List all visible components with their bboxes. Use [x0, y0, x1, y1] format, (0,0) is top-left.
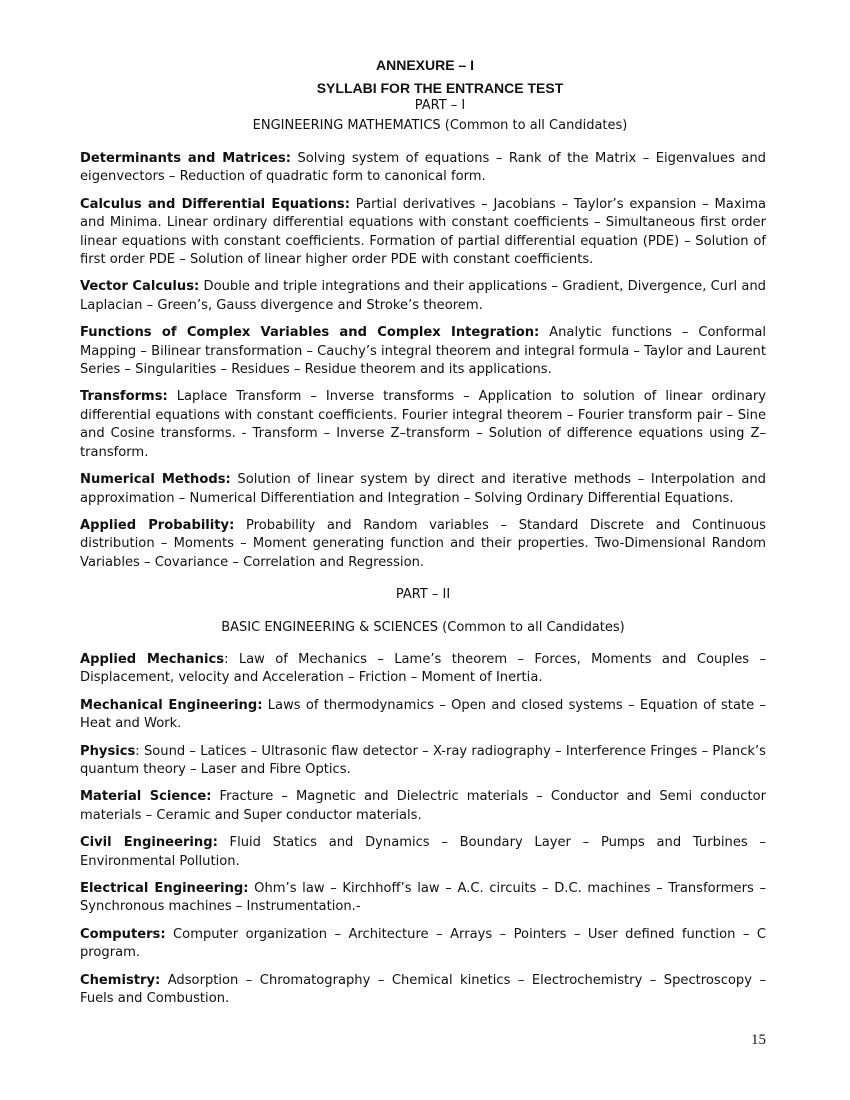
part2-topic-list	[80, 651, 766, 1009]
part2-heading: PART – II	[395, 587, 451, 603]
topic-text: Solving system of equations – Rank of the Matrix – Eigenvalues and eigenvectors – Reduction of quadratic form to canonical form.	[80, 151, 766, 185]
topic-paragraph	[80, 196, 766, 270]
topic-text: Laws of thermodynamics – Open and closed systems – Equation of state – Heat and Work.	[80, 697, 766, 732]
topic-paragraph	[80, 972, 766, 1009]
part1-heading: PART – I	[414, 98, 466, 113]
topic-paragraph	[80, 471, 766, 508]
topic-title: Vector Calculus:	[80, 279, 200, 295]
part1-subject-heading: ENGINEERING MATHEMATICS (Common to all Candidates)	[252, 118, 628, 133]
topic-text: Partial derivatives – Jacobians – Taylor’s expansion – Maxima and Minima. Linear ordinary differential equations with constant coefficients – Simultaneous first order linear equations with constant coefficients. Formation of partial differential equation (PDE) – Solution of first order PDE – Solution of linear higher order PDE with constant coefficients.	[80, 196, 766, 268]
topic-paragraph	[80, 788, 766, 825]
syllabi-heading: SYLLABI FOR THE ENTRANCE TEST	[316, 80, 564, 96]
topic-text: Laplace Transform – Inverse transforms – Application to solution of linear ordinary differential equations with constant coefficients. Fourier integral theorem – Fourier transform pair – Sine and Cosine transforms. - Transform – Inverse Z–transform – Solution of difference equations using Z– transform.	[80, 389, 766, 460]
topic-text: : Law of Mechanics – Lame’s theorem – Forces, Moments and Couples – Displacement, velocity and Acceleration – Friction – Moment of Inertia.	[80, 651, 766, 686]
topic-text: Computer organization – Architecture – Arrays – Pointers – User defined function – C program.	[80, 926, 766, 961]
topic-text: Adsorption – Chromatography – Chemical kinetics – Electrochemistry – Spectroscopy – Fuels and Combustion.	[80, 972, 766, 1007]
topic-text: Analytic functions – Conformal Mapping – Bilinear transformation – Cauchy’s integral theorem and integral formula – Taylor and Laurent Series – Singularities – Residues – Residue theorem and its applications.	[80, 325, 766, 378]
part2-subject-heading: BASIC ENGINEERING & SCIENCES (Common to all Candidates)	[221, 619, 625, 635]
topic-text: Fracture – Magnetic and Dielectric materials – Conductor and Semi conductor materials – Ceramic and Super conductor materials.	[80, 789, 766, 823]
topic-title: Material Science:	[80, 789, 212, 805]
topic-paragraph	[80, 517, 766, 572]
topic-title: Determinants and Matrices:	[80, 151, 291, 166]
topic-paragraph	[80, 150, 766, 187]
page-number: 15	[751, 1032, 766, 1048]
topic-paragraph	[80, 743, 766, 780]
topic-paragraph	[80, 278, 766, 315]
topic-text: Double and triple integrations and their applications – Gradient, Divergence, Curl and Laplacian – Green’s, Gauss divergence and Stroke’s theorem.	[80, 279, 766, 313]
topic-title: Transforms:	[80, 389, 168, 405]
topic-paragraph	[80, 651, 766, 688]
topic-paragraph	[80, 388, 766, 462]
topic-title: Numerical Methods:	[80, 472, 231, 488]
topic-paragraph	[80, 880, 766, 917]
topic-title: Electrical Engineering:	[80, 881, 249, 896]
topic-title: Physics	[80, 743, 136, 759]
part1-topic-list	[80, 150, 766, 572]
topic-title: Functions of Complex Variables and Complex Integration:	[80, 325, 540, 341]
topic-text: : Sound – Latices – Ultrasonic flaw detector – X-ray radiography – Interference Fringes – Planck’s quantum theory – Laser and Fibre Optics.	[80, 743, 766, 777]
topic-title: Civil Engineering:	[80, 835, 218, 851]
topic-paragraph	[80, 324, 766, 379]
topic-paragraph	[80, 697, 766, 734]
topic-title: Calculus and Differential Equations:	[80, 196, 350, 212]
topic-text: Probability and Random variables – Standard Discrete and Continuous distribution – Moments – Moment generating function and their properties. Two-Dimensional Random Variables – Covariance – Correlation and Regression.	[80, 517, 766, 570]
topic-title: Mechanical Engineering:	[80, 697, 263, 713]
topic-paragraph	[80, 834, 766, 871]
topic-title: Applied Probability:	[80, 517, 235, 533]
topic-text: Ohm’s law – Kirchhoff’s law – A.C. circuits – D.C. machines – Transformers – Synchronous machines – Instrumentation.-	[80, 881, 766, 915]
topic-title: Computers:	[80, 926, 166, 942]
topic-text: Fluid Statics and Dynamics – Boundary Layer – Pumps and Turbines – Environmental Pollution.	[80, 835, 766, 869]
topic-text: Solution of linear system by direct and iterative methods – Interpolation and approximation – Numerical Differentiation and Integration – Solving Ordinary Differential Equations.	[80, 472, 766, 506]
syllabus-content	[80, 150, 766, 1017]
annexure-heading: ANNEXURE – I	[375, 57, 475, 73]
topic-title: Applied Mechanics	[80, 651, 225, 667]
topic-title: Chemistry:	[80, 972, 161, 988]
topic-paragraph	[80, 926, 766, 963]
